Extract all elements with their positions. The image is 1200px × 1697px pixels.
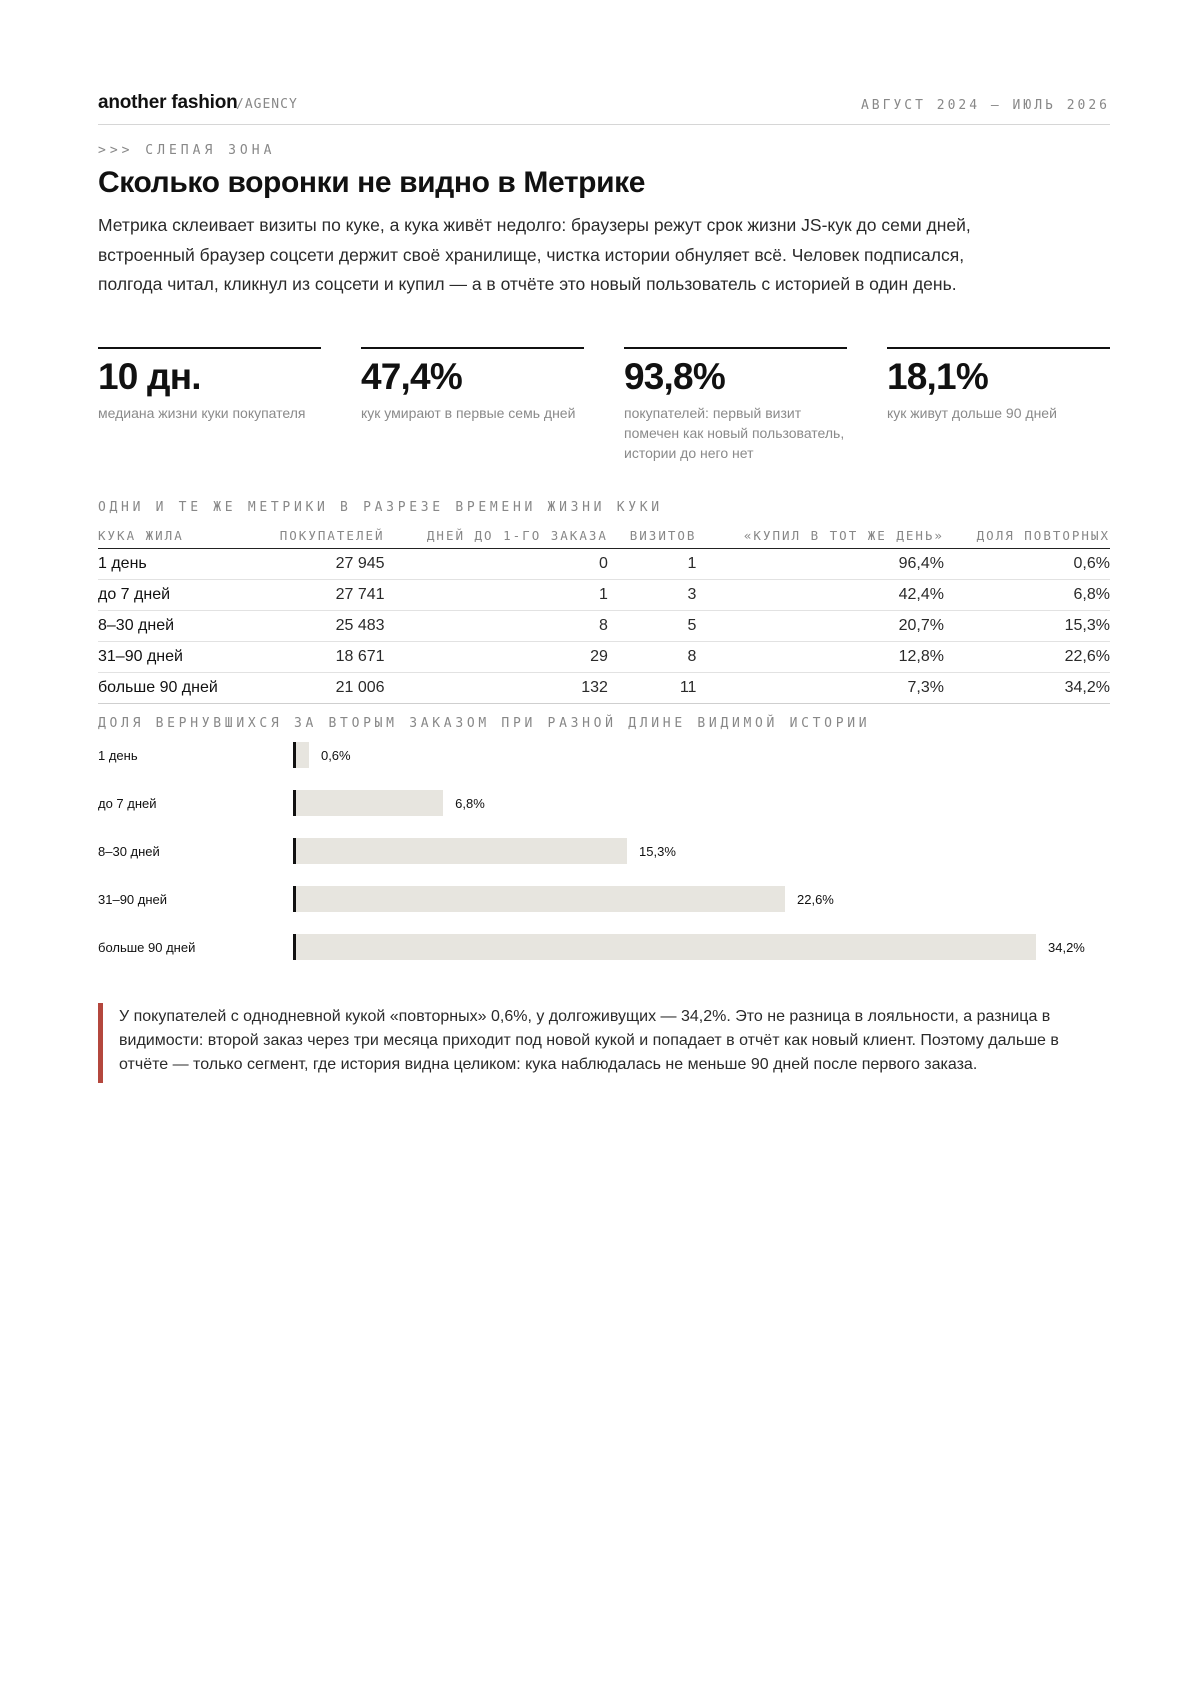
column-header: ВИЗИТОВ	[608, 522, 697, 549]
table-cell: 8	[608, 642, 697, 673]
table-cell: 11	[608, 673, 697, 704]
table-row	[98, 611, 1110, 642]
table-row	[98, 673, 1110, 704]
bar-category-label: 8–30 дней	[98, 844, 160, 859]
table-cell: 0,6%	[944, 549, 1110, 580]
column-header: ПОКУПАТЕЛЕЙ	[279, 522, 384, 549]
table-cell: 18 671	[279, 642, 384, 673]
chart-title: ДОЛЯ ВЕРНУВШИХСЯ ЗА ВТОРЫМ ЗАКАЗОМ ПРИ РАЗНОЙ ДЛИНЕ ВИДИМОЙ ИСТОРИИ	[98, 716, 871, 731]
table-cell: до 7 дней	[98, 580, 279, 611]
table-cell: 34,2%	[944, 673, 1110, 704]
bar-category-label: больше 90 дней	[98, 940, 196, 955]
bar	[296, 886, 785, 912]
bar-value-label: 6,8%	[455, 796, 485, 811]
table-cell: 22,6%	[944, 642, 1110, 673]
column-header: ДОЛЯ ПОВТОРНЫХ	[944, 522, 1110, 549]
table-row	[98, 549, 1110, 580]
cookie-lifetime-table	[98, 522, 1110, 704]
table-cell: 6,8%	[944, 580, 1110, 611]
brand-name: another fashion	[98, 92, 238, 113]
table-cell: 25 483	[279, 611, 384, 642]
report-period: АВГУСТ 2024 — ИЮЛЬ 2026	[860, 98, 1110, 113]
table-cell: 1	[385, 580, 608, 611]
kpi-cookie-median	[98, 347, 321, 423]
table-header-row	[98, 522, 1110, 549]
bar-category-label: до 7 дней	[98, 796, 157, 811]
callout-text: У покупателей с однодневной кукой «повторных» 0,6%, у долгоживущих — 34,2%. Это не разница в лояльности, а разница в видимости: второй заказ через три месяца приходит под новой кукой и попадает в отчёт как новый клиент. Поэтому дальше в отчёте — только сегмент, где история видна целиком: кука наблюдалась не меньше 90 дней после первого заказа.	[119, 1008, 1059, 1073]
bar-row	[98, 740, 1110, 770]
table-cell: 3	[608, 580, 697, 611]
table-cell: больше 90 дней	[98, 673, 279, 704]
section-title: Сколько воронки не видно в Метрике	[98, 166, 646, 199]
table-cell: 132	[385, 673, 608, 704]
kpi-cookies-die-week	[361, 347, 584, 423]
table-cell: 27 741	[279, 580, 384, 611]
table-label: ОДНИ И ТЕ ЖЕ МЕТРИКИ В РАЗРЕЗЕ ВРЕМЕНИ ЖИЗНИ КУКИ	[98, 500, 663, 515]
table-cell: 8	[385, 611, 608, 642]
bar-row	[98, 788, 1110, 818]
bar	[296, 790, 443, 816]
bar-row	[98, 884, 1110, 914]
kpi-label: кук умирают в первые семь дней	[361, 405, 576, 421]
column-header: «КУПИЛ В ТОТ ЖЕ ДЕНЬ»	[696, 522, 944, 549]
table-row	[98, 642, 1110, 673]
table-cell: 12,8%	[696, 642, 944, 673]
table-cell: 42,4%	[696, 580, 944, 611]
table-cell: 15,3%	[944, 611, 1110, 642]
table-row	[98, 580, 1110, 611]
kpi-new-user-share	[624, 347, 847, 463]
kpi-label: медиана жизни куки покупателя	[98, 405, 306, 421]
kpi-long-cookies	[887, 347, 1110, 423]
bar	[296, 742, 309, 768]
page-header	[98, 90, 1110, 125]
kpi-label: кук живут дольше 90 дней	[887, 405, 1057, 421]
table-cell: 1	[608, 549, 697, 580]
kpi-value: 10 дн.	[98, 356, 201, 397]
bar-value-label: 0,6%	[320, 748, 351, 763]
table-cell: 31–90 дней	[98, 642, 279, 673]
bar	[296, 934, 1036, 960]
table-cell: 29	[385, 642, 608, 673]
table-cell: 0	[385, 549, 608, 580]
table-cell: 20,7%	[696, 611, 944, 642]
table-cell: 7,3%	[696, 673, 944, 704]
table-cell: 96,4%	[696, 549, 944, 580]
bar	[296, 838, 627, 864]
section-intro: Метрика склеивает визиты по куке, а кука живёт недолго: браузеры режут срок жизни JS-кук до семи дней, встроенный браузер соцсети держит своё хранилище, чистка истории обнуляет всё. Человек подписался, полгода читал, кликнул из соцсети и купил — а в отчёте это новый пользователь с историей в один день.	[98, 215, 971, 294]
kpi-label: покупателей: первый визит помечен как новый пользователь, истории до него нет	[624, 405, 845, 461]
bar-value-label: 22,6%	[797, 892, 834, 907]
column-header: КУКА ЖИЛА	[98, 522, 279, 549]
brand-suffix: /AGENCY	[236, 97, 298, 112]
callout-accent-rule	[98, 1003, 103, 1083]
bar-category-label: 1 день	[98, 748, 138, 763]
table-cell: 21 006	[279, 673, 384, 704]
bar-value-label: 34,2%	[1048, 940, 1085, 955]
table-cell: 1 день	[98, 549, 279, 580]
table-cell: 27 945	[279, 549, 384, 580]
bar-category-label: 31–90 дней	[98, 892, 168, 907]
bar-row	[98, 836, 1110, 866]
kpi-value: 18,1%	[887, 356, 988, 397]
section-kicker: >>> СЛЕПАЯ ЗОНА	[98, 143, 276, 158]
table-cell: 5	[608, 611, 697, 642]
callout-note	[98, 1003, 1110, 1083]
kpi-value: 47,4%	[361, 356, 462, 397]
kpi-strip	[98, 347, 1110, 487]
repeat-share-bar-chart	[98, 740, 1110, 980]
kpi-value: 93,8%	[624, 356, 725, 397]
column-header: ДНЕЙ ДО 1-ГО ЗАКАЗА	[385, 522, 608, 549]
bar-value-label: 15,3%	[639, 844, 676, 859]
table-cell: 8–30 дней	[98, 611, 279, 642]
bar-row	[98, 932, 1110, 962]
